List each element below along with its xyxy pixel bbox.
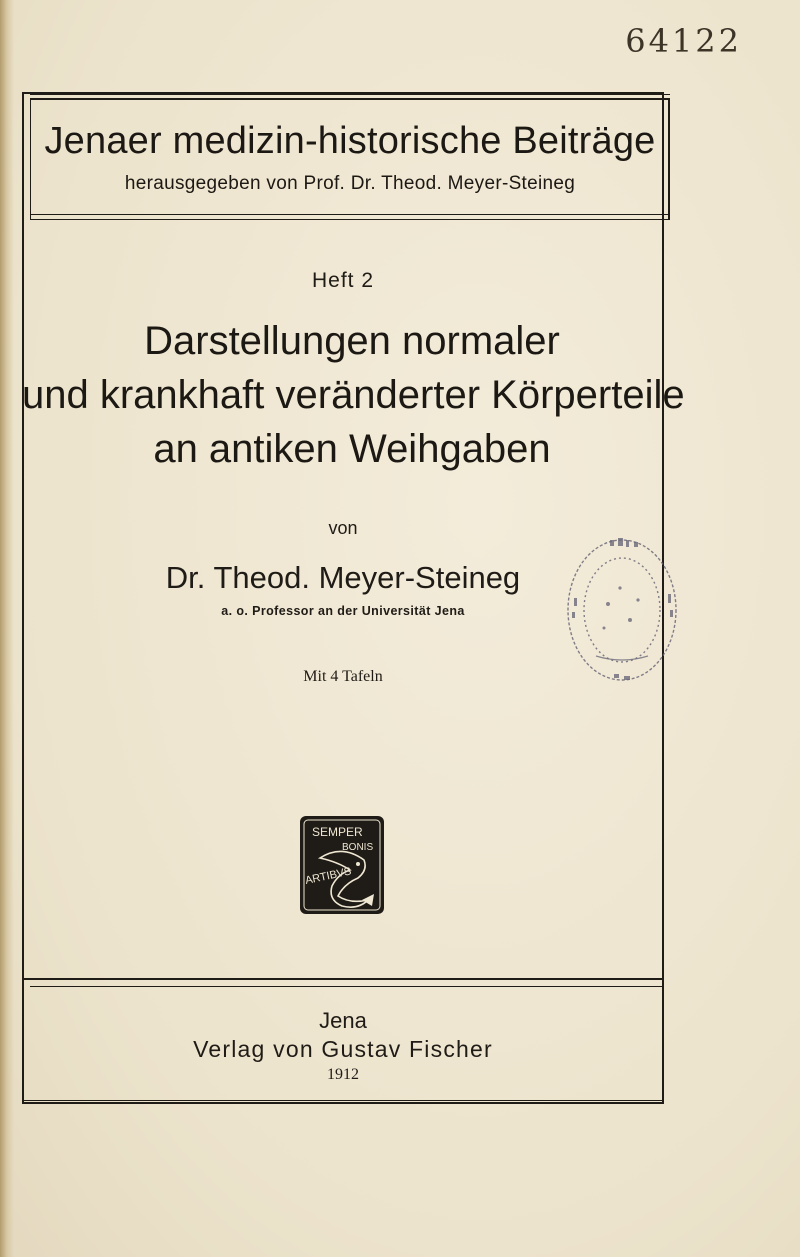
plates-note: Mit 4 Tafeln: [303, 668, 383, 685]
by-label: von: [328, 518, 358, 538]
publication-year: 1912: [327, 1066, 359, 1083]
title-line-3: an antiken Weihgaben: [153, 427, 551, 471]
library-stamp-icon: [560, 528, 690, 688]
publisher-name: Verlag von Gustav Fischer: [193, 1036, 493, 1062]
author-name: Dr. Theod. Meyer-Steineg: [165, 560, 521, 595]
header-rule-lower: [30, 219, 670, 220]
emblem-motto-top: SEMPER: [312, 825, 363, 839]
series-title: Jenaer medizin-historische Beiträge: [44, 120, 656, 162]
publisher-city: Jena: [319, 1008, 367, 1033]
publisher-box-bottom-rule: [22, 1100, 664, 1101]
title-line-2: und krankhaft veränderter Körperteile: [22, 373, 685, 417]
editor-line: herausgegeben von Prof. Dr. Theod. Meyer-Steineg: [124, 173, 576, 194]
top-double-rule: [30, 94, 670, 95]
book-spine-shadow: [0, 0, 14, 1257]
emblem-motto-left: ARTIBVS: [304, 865, 353, 887]
title-line-1: Darstellungen normaler: [144, 319, 560, 363]
publisher-emblem-icon: [298, 814, 386, 916]
author-affiliation: a. o. Professor an der Universität Jena: [221, 604, 465, 618]
issue-label: Heft 2: [311, 269, 375, 292]
inventory-number: 64122: [625, 22, 742, 60]
publisher-box-inner-rule: [30, 986, 664, 987]
main-title: [22, 314, 685, 476]
header-rule-upper: [30, 214, 670, 215]
emblem-motto-right: BONIS: [342, 842, 374, 853]
